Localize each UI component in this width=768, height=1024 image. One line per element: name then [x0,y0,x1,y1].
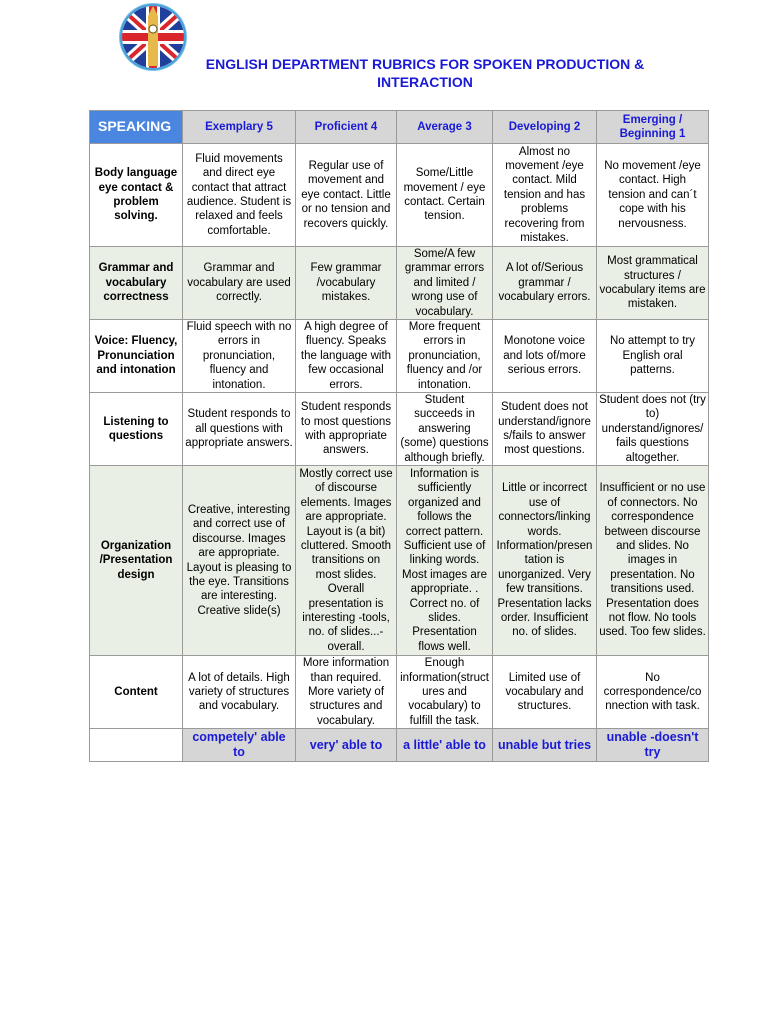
criterion-label: Organization /Presentation design [90,466,183,656]
rubric-cell: Some/Little movement / eye contact. Certain tension. [397,144,493,247]
table-row [90,247,709,320]
criterion-label: Voice: Fluency, Pronunciation and intonation [90,320,183,393]
rubric-cell: Information is sufficiently organized and follows the correct pattern. Sufficient use of linking words. Most images are appropriate. . Correct no. of slides. Presentation flows well. [397,466,493,656]
rubric-cell: Few grammar /vocabulary mistakes. [296,247,397,320]
rubric-cell: Little or incorrect use of connectors/linking words. Information/presen tation is unorganized. Very few transitions. Presentation lacks order. Insufficient no. of slides. [493,466,597,656]
speaking-rubric-table [89,110,709,762]
level-header: Developing 2 [493,111,597,144]
rubric-cell: Some/A few grammar errors and limited / wrong use of vocabulary. [397,247,493,320]
criterion-label: Content [90,656,183,729]
rubric-cell: Enough information(struct ures and vocabulary) to fulfill the task. [397,656,493,729]
rubric-cell: Fluid movements and direct eye contact that attract audience. Student is relaxed and feels comfortable. [183,144,296,247]
level-header: Average 3 [397,111,493,144]
rubric-cell: Student responds to all questions with appropriate answers. [183,393,296,466]
table-row [90,393,709,466]
rubric-cell: Student does not understand/ignore s/fails to answer most questions. [493,393,597,466]
level-header: Exemplary 5 [183,111,296,144]
rubric-cell: Creative, interesting and correct use of discourse. Images are appropriate. Layout is pleasing to the eye. Transitions are interesting. Creative slide(s) [183,466,296,656]
title-line-1: ENGLISH DEPARTMENT RUBRICS FOR SPOKEN PRODUCTION & [205,56,645,72]
rubric-cell: A high degree of fluency. Speaks the language with few occasional errors. [296,320,397,393]
ability-label: a little' able to [397,729,493,762]
rubric-cell: A lot of details. High variety of structures and vocabulary. [183,656,296,729]
rubric-cell: More frequent errors in pronunciation, fluency and /or intonation. [397,320,493,393]
rubric-cell: Student responds to most questions with appropriate answers. [296,393,397,466]
rubric-cell: Student does not (try to) understand/ignores/ fails questions altogether. [597,393,709,466]
ability-label: unable -doesn't try [597,729,709,762]
criterion-label: Grammar and vocabulary correctness [90,247,183,320]
page-title [150,55,700,91]
rubric-cell: Insufficient or no use of connectors. No correspondence between discourse and slides. No images in presentation. No transitions used. Presentation does not flow. No tools used. Too few slides. [597,466,709,656]
header-row [90,111,709,144]
ability-label: very' able to [296,729,397,762]
footer-row [90,729,709,762]
rubric-cell: No correspondence/co nnection with task. [597,656,709,729]
rubric-cell: No attempt to try English oral patterns. [597,320,709,393]
ability-label: competely' able to [183,729,296,762]
rubric-cell: A lot of/Serious grammar / vocabulary errors. [493,247,597,320]
footer-blank-cell [90,729,183,762]
rubric-cell: Student succeeds in answering (some) questions although briefly. [397,393,493,466]
ability-label: unable but tries [493,729,597,762]
rubric-cell: Mostly correct use of discourse elements. Images are appropriate. Layout is (a bit) cluttered. Smooth transitions on most slides. Overall presentation is interesting -tools, no. of slides...- overall. [296,466,397,656]
table-row [90,320,709,393]
level-header: Proficient 4 [296,111,397,144]
rubric-cell: Fluid speech with no errors in pronunciation, fluency and intonation. [183,320,296,393]
title-line-2: INTERACTION [377,74,473,90]
speaking-label: SPEAKING [90,111,183,144]
rubric-cell: Regular use of movement and eye contact. Little or no tension and recovers quickly. [296,144,397,247]
rubric-cell: Almost no movement /eye contact. Mild tension and has problems recovering from mistakes. [493,144,597,247]
criterion-label: Body language eye contact & problem solving. [90,144,183,247]
rubric-cell: No movement /eye contact. High tension and can´t cope with his nervousness. [597,144,709,247]
rubric-cell: Grammar and vocabulary are used correctly. [183,247,296,320]
criterion-label: Listening to questions [90,393,183,466]
rubric-cell: Most grammatical structures / vocabulary items are mistaken. [597,247,709,320]
level-header: Emerging / Beginning 1 [597,111,709,144]
table-row [90,144,709,247]
rubric-cell: Limited use of vocabulary and structures. [493,656,597,729]
table-row [90,656,709,729]
rubric-cell: More information than required. More variety of structures and vocabulary. [296,656,397,729]
table-row [90,466,709,656]
rubric-cell: Monotone voice and lots of/more serious errors. [493,320,597,393]
